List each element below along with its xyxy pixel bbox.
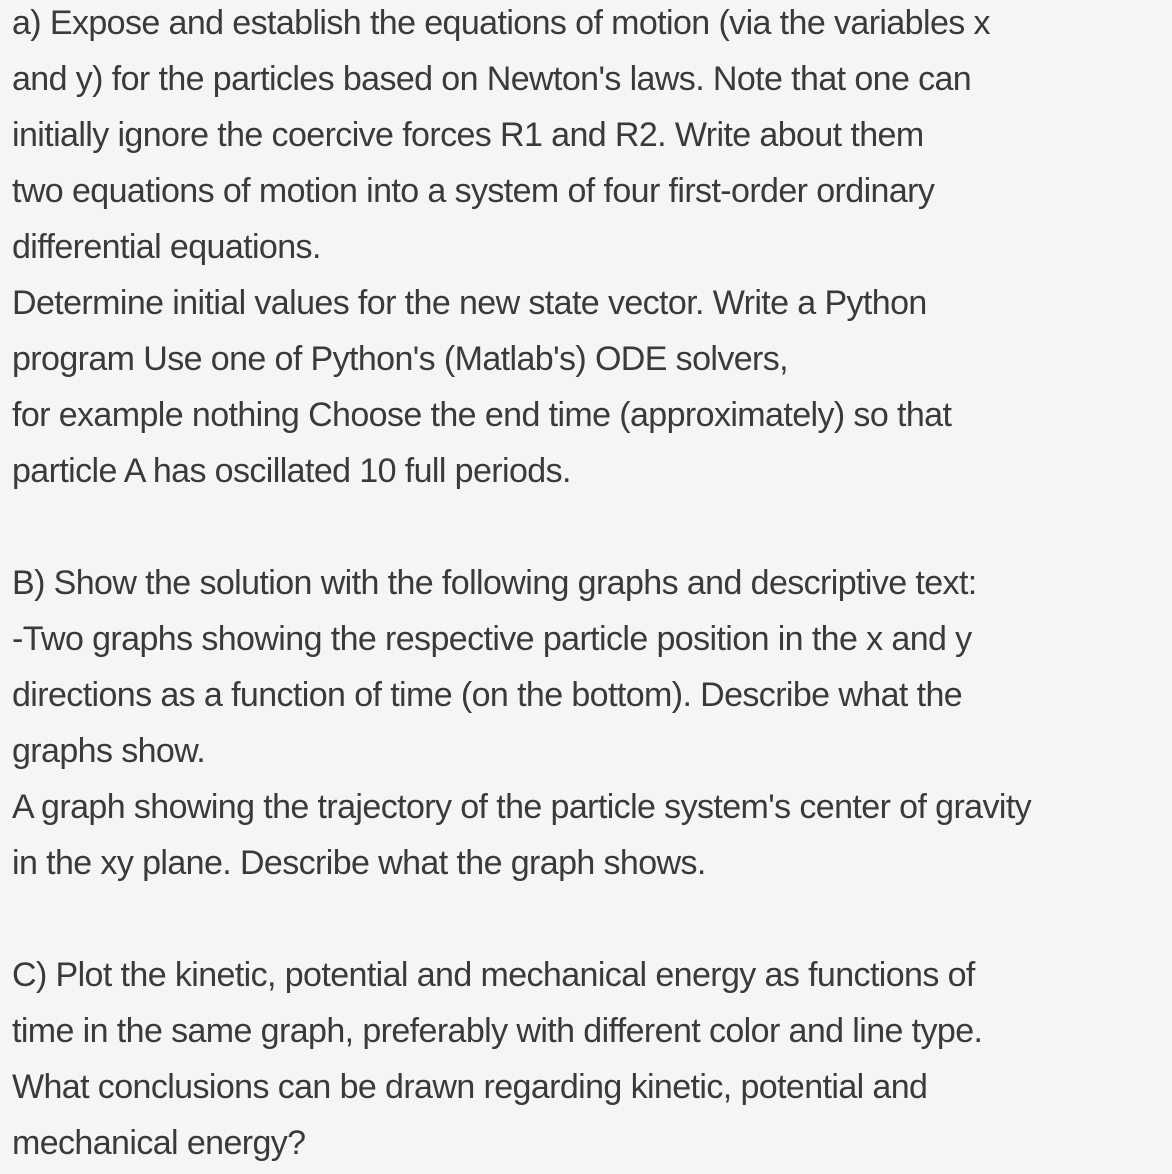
text-line: differential equations. xyxy=(12,228,321,266)
text-line: mechanical energy? xyxy=(12,1124,306,1162)
text-line: Determine initial values for the new state vector. Write a Python xyxy=(12,284,927,322)
text-line: initially ignore the coercive forces R1 and R2. Write about them xyxy=(12,116,924,154)
text-line: -Two graphs showing the respective particle position in the x and y xyxy=(12,620,972,658)
text-line: directions as a function of time (on the bottom). Describe what the xyxy=(12,676,963,714)
text-line: in the xy plane. Describe what the graph shows. xyxy=(12,844,706,882)
text-line: program Use one of Python's (Matlab's) ODE solvers, xyxy=(12,340,789,378)
text-line: two equations of motion into a system of four first-order ordinary xyxy=(12,172,935,210)
text-line: and y) for the particles based on Newton's laws. Note that one can xyxy=(12,60,972,98)
text-line: time in the same graph, preferably with different color and line type. xyxy=(12,1012,983,1050)
text-line: A graph showing the trajectory of the particle system's center of gravity xyxy=(12,788,1032,826)
text-line: B) Show the solution with the following graphs and descriptive text: xyxy=(12,564,977,602)
text-line: for example nothing Choose the end time (approximately) so that xyxy=(12,396,952,434)
text-line: graphs show. xyxy=(12,732,206,770)
text-line: a) Expose and establish the equations of motion (via the variables x xyxy=(12,4,990,42)
text-line: C) Plot the kinetic, potential and mechanical energy as functions of xyxy=(12,956,975,994)
text-line: particle A has oscillated 10 full periods. xyxy=(12,452,571,490)
text-line: What conclusions can be drawn regarding kinetic, potential and xyxy=(12,1068,928,1106)
